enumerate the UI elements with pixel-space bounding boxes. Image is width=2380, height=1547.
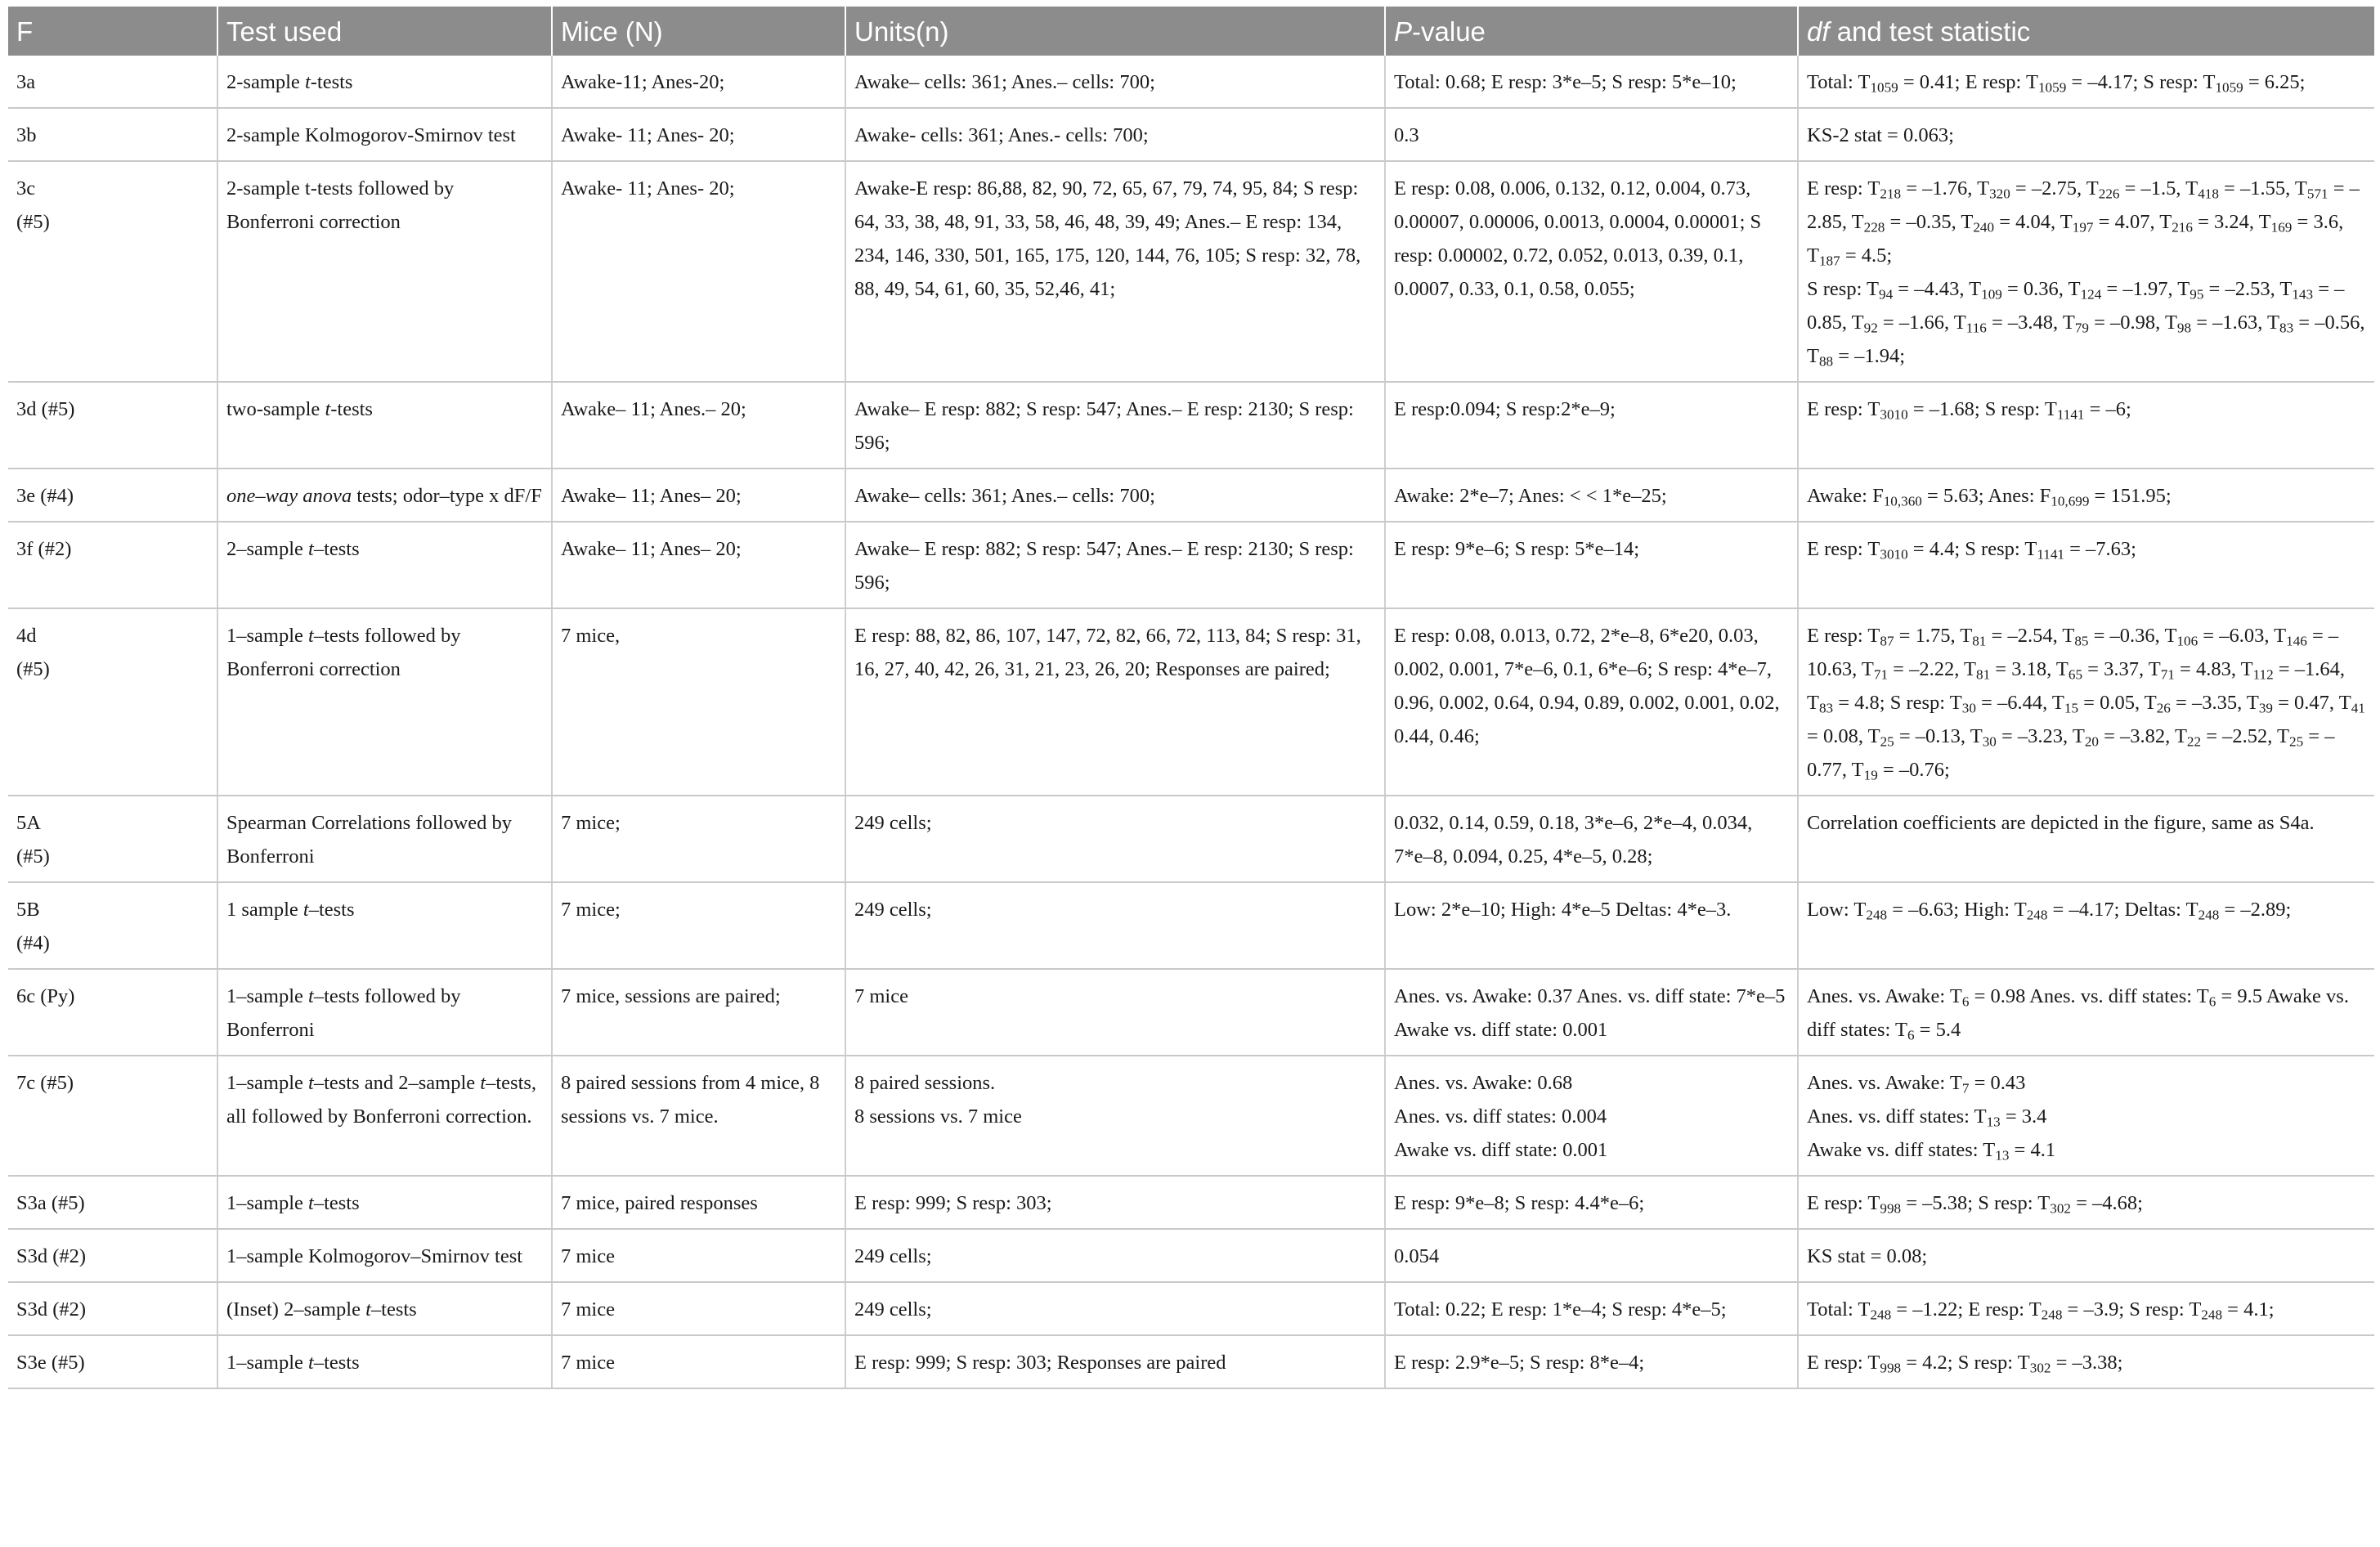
- cell-df-statistic: Total: $T_{248} = -1.22$; E resp: $T_{248} = -3.9$; S resp: $T_{248} = 4.1$;: [1798, 1282, 2374, 1335]
- table-row: [8, 1176, 2374, 1229]
- cell-figure: 3c (#5): [8, 161, 217, 382]
- cell-p-value: E resp: 0.08, 0.006, 0.132, 0.12, 0.004, 0.73, 0.00007, 0.00006, 0.0013, 0.0004, 0.00001; S resp: 0.00002, 0.72, 0.052, 0.013, 0.39, 0.1, 0.0007, 0.33, 0.1, 0.58, 0.055;: [1385, 161, 1798, 382]
- cell-figure: 3b: [8, 108, 217, 161]
- cell-mice: 7 mice: [552, 1282, 845, 1335]
- cell-figure: S3d (#2): [8, 1229, 217, 1282]
- table-row: [8, 1229, 2374, 1282]
- table-row: [8, 522, 2374, 608]
- cell-test-used: 2-sample Kolmogorov-Smirnov test: [217, 108, 552, 161]
- cell-test-used: 1–sample t–tests: [217, 1176, 552, 1229]
- cell-figure: 3f (#2): [8, 522, 217, 608]
- cell-test-used: 1–sample Kolmogorov–Smirnov test: [217, 1229, 552, 1282]
- cell-units: 8 paired sessions. 8 sessions vs. 7 mice: [845, 1056, 1385, 1176]
- statistics-table: [8, 7, 2374, 1389]
- cell-p-value: E resp: 2.9*e–5; S resp: 8*e–4;: [1385, 1335, 1798, 1388]
- cell-units: Awake– E resp: 882; S resp: 547; Anes.– E resp: 2130; S resp: 596;: [845, 382, 1385, 469]
- cell-units: E resp: 999; S resp: 303;: [845, 1176, 1385, 1229]
- cell-units: Awake– cells: 361; Anes.– cells: 700;: [845, 469, 1385, 522]
- header-mice: Mice (N): [552, 7, 845, 56]
- cell-df-statistic: E resp: $T_{218} = -1.76$, $T_{320} = -2.75$, $T_{226} = -1.5$, $T_{418} = -1.55$, $T_{571} = -2.85$, $T_{228} = -0.35$, $T_{240} = 4.04$, $T_{197} = 4.07$, $T_{216} = 3.24$, $T_{169} = 3.6$, $T_{187} = 4.5$; S resp: $T_{94} = -4.43$, $T_{109} = 0.36$, $T_{124} = -1.97$, $T_{95} = -2.53$, $T_{143} = -0.85$, $T_{92} = -1.66$, $T_{116} = -3.48$, $T_{79} = -0.98$, $T_{98} = -1.63$, $T_{83} = -0.56$, $T_{88} = -1.94$;: [1798, 161, 2374, 382]
- cell-df-statistic: E resp: $T_{998} = -5.38$; S resp: $T_{302} = -4.68$;: [1798, 1176, 2374, 1229]
- cell-mice: 7 mice: [552, 1229, 845, 1282]
- cell-p-value: Total: 0.68; E resp: 3*e–5; S resp: 5*e–10;: [1385, 56, 1798, 108]
- cell-p-value: 0.3: [1385, 108, 1798, 161]
- cell-df-statistic: Anes. vs. Awake: $T_6 = 0.98$ Anes. vs. diff states: $T_6 = 9.5$ Awake vs. diff states: $T_6 = 5.4$: [1798, 969, 2374, 1056]
- cell-df-statistic: E resp: $T_{3010} = 4.4$; S resp: $T_{1141} = -7.63$;: [1798, 522, 2374, 608]
- cell-units: 249 cells;: [845, 796, 1385, 882]
- cell-figure: 3e (#4): [8, 469, 217, 522]
- cell-figure: 6c (Py): [8, 969, 217, 1056]
- cell-df-statistic: KS stat = 0.08;: [1798, 1229, 2374, 1282]
- cell-mice: 7 mice, paired responses: [552, 1176, 845, 1229]
- cell-test-used: 2-sample t-tests: [217, 56, 552, 108]
- cell-units: Awake-E resp: 86,88, 82, 90, 72, 65, 67, 79, 74, 95, 84; S resp: 64, 33, 38, 48, 91, 33, 58, 46, 48, 39, 49; Anes.– E resp: 134, 234, 146, 330, 501, 165, 175, 120, 144, 76, 105; S resp: 32, 78, 88, 49, 54, 61, 60, 35, 52,46, 41;: [845, 161, 1385, 382]
- cell-p-value: Awake: 2*e–7; Anes: < < 1*e–25;: [1385, 469, 1798, 522]
- cell-test-used: 1–sample t–tests followed by Bonferroni: [217, 969, 552, 1056]
- cell-test-used: one–way anova tests; odor–type x dF/F: [217, 469, 552, 522]
- cell-mice: Awake– 11; Anes– 20;: [552, 469, 845, 522]
- header-test-used: Test used: [217, 7, 552, 56]
- cell-p-value: 0.032, 0.14, 0.59, 0.18, 3*e–6, 2*e–4, 0.034, 7*e–8, 0.094, 0.25, 4*e–5, 0.28;: [1385, 796, 1798, 882]
- header-df-statistic: df and test statistic: [1798, 7, 2374, 56]
- header-figure: F: [8, 7, 217, 56]
- cell-p-value: Low: 2*e–10; High: 4*e–5 Deltas: 4*e–3.: [1385, 882, 1798, 969]
- cell-units: E resp: 88, 82, 86, 107, 147, 72, 82, 66, 72, 113, 84; S resp: 31, 16, 27, 40, 42, 26, 31, 21, 23, 26, 20; Responses are paired;: [845, 608, 1385, 796]
- table-row: [8, 469, 2374, 522]
- cell-figure: S3e (#5): [8, 1335, 217, 1388]
- cell-p-value: 0.054: [1385, 1229, 1798, 1282]
- cell-figure: S3d (#2): [8, 1282, 217, 1335]
- cell-test-used: 1–sample t–tests followed by Bonferroni correction: [217, 608, 552, 796]
- cell-mice: 7 mice;: [552, 796, 845, 882]
- cell-df-statistic: E resp: $T_{3010} = -1.68$; S resp: $T_{1141} = -6$;: [1798, 382, 2374, 469]
- cell-mice: Awake-11; Anes-20;: [552, 56, 845, 108]
- table-body: [8, 56, 2374, 1388]
- cell-mice: Awake- 11; Anes- 20;: [552, 161, 845, 382]
- cell-p-value: E resp: 0.08, 0.013, 0.72, 2*e–8, 6*e20, 0.03, 0.002, 0.001, 7*e–6, 0.1, 6*e–6; S resp: 4*e–7, 0.96, 0.002, 0.64, 0.94, 0.89, 0.002, 0.001, 0.02, 0.44, 0.46;: [1385, 608, 1798, 796]
- cell-p-value: E resp:0.094; S resp:2*e–9;: [1385, 382, 1798, 469]
- table-row: [8, 161, 2374, 382]
- table-row: [8, 56, 2374, 108]
- table-row: [8, 382, 2374, 469]
- cell-units: 249 cells;: [845, 1229, 1385, 1282]
- header-p-value: P-value: [1385, 7, 1798, 56]
- header-units: Units(n): [845, 7, 1385, 56]
- cell-units: Awake– E resp: 882; S resp: 547; Anes.– E resp: 2130; S resp: 596;: [845, 522, 1385, 608]
- table-row: [8, 1282, 2374, 1335]
- cell-figure: 3d (#5): [8, 382, 217, 469]
- cell-units: Awake– cells: 361; Anes.– cells: 700;: [845, 56, 1385, 108]
- cell-test-used: 1–sample t–tests: [217, 1335, 552, 1388]
- cell-mice: 8 paired sessions from 4 mice, 8 sessions vs. 7 mice.: [552, 1056, 845, 1176]
- cell-mice: 7 mice,: [552, 608, 845, 796]
- table-row: [8, 882, 2374, 969]
- table-header: [8, 7, 2374, 56]
- cell-p-value: Anes. vs. Awake: 0.37 Anes. vs. diff state: 7*e–5 Awake vs. diff state: 0.001: [1385, 969, 1798, 1056]
- table-row: [8, 796, 2374, 882]
- cell-test-used: two-sample t-tests: [217, 382, 552, 469]
- cell-test-used: 1 sample t–tests: [217, 882, 552, 969]
- table-row: [8, 969, 2374, 1056]
- cell-df-statistic: Total: $T_{1059} = 0.41$; E resp: $T_{1059} = -4.17$; S resp: $T_{1059} = 6.25$;: [1798, 56, 2374, 108]
- cell-units: 249 cells;: [845, 882, 1385, 969]
- cell-mice: Awake- 11; Anes- 20;: [552, 108, 845, 161]
- cell-df-statistic: E resp: $T_{87} = 1.75$, $T_{81} = -2.54$, $T_{85} = -0.36$, $T_{106} = -6.03$, $T_{146} = -10.63$, $T_{71} = -2.22$, $T_{81} = 3.18$, $T_{65} = 3.37$, $T_{71} = 4.83$, $T_{112} = -1.64$, $T_{83} = 4.8$; S resp: $T_{30} = -6.44$, $T_{15} = 0.05$, $T_{26} = -3.35$, $T_{39} = 0.47$, $T_{41} = 0.08$, $T_{25} = -0.13$, $T_{30} = -3.23$, $T_{20} = -3.82$, $T_{22} = -2.52$, $T_{25} = -0.77$, $T_{19} = -0.76$;: [1798, 608, 2374, 796]
- cell-df-statistic: Low: $T_{248} = -6.63$; High: $T_{248} = -4.17$; Deltas: $T_{248} = -2.89$;: [1798, 882, 2374, 969]
- cell-test-used: 2–sample t–tests: [217, 522, 552, 608]
- cell-test-used: Spearman Correlations followed by Bonferroni: [217, 796, 552, 882]
- cell-df-statistic: Awake: $F_{10,360} = 5.63$; Anes: $F_{10,699} = 151.95$;: [1798, 469, 2374, 522]
- cell-units: Awake- cells: 361; Anes.- cells: 700;: [845, 108, 1385, 161]
- cell-figure: 4d (#5): [8, 608, 217, 796]
- cell-figure: 5B (#4): [8, 882, 217, 969]
- cell-mice: 7 mice, sessions are paired;: [552, 969, 845, 1056]
- cell-mice: 7 mice: [552, 1335, 845, 1388]
- cell-p-value: Anes. vs. Awake: 0.68 Anes. vs. diff states: 0.004 Awake vs. diff state: 0.001: [1385, 1056, 1798, 1176]
- cell-figure: 3a: [8, 56, 217, 108]
- header-row: [8, 7, 2374, 56]
- cell-mice: Awake– 11; Anes.– 20;: [552, 382, 845, 469]
- table-row: [8, 608, 2374, 796]
- cell-df-statistic: Correlation coefficients are depicted in the figure, same as S4a.: [1798, 796, 2374, 882]
- cell-p-value: E resp: 9*e–8; S resp: 4.4*e–6;: [1385, 1176, 1798, 1229]
- cell-units: E resp: 999; S resp: 303; Responses are paired: [845, 1335, 1385, 1388]
- cell-figure: 7c (#5): [8, 1056, 217, 1176]
- cell-df-statistic: E resp: $T_{998} = 4.2$; S resp: $T_{302} = -3.38$;: [1798, 1335, 2374, 1388]
- cell-figure: S3a (#5): [8, 1176, 217, 1229]
- cell-df-statistic: Anes. vs. Awake: $T_7 = 0.43$ Anes. vs. diff states: $T_{13} = 3.4$ Awake vs. diff states: $T_{13} = 4.1$: [1798, 1056, 2374, 1176]
- cell-test-used: (Inset) 2–sample t–tests: [217, 1282, 552, 1335]
- cell-p-value: Total: 0.22; E resp: 1*e–4; S resp: 4*e–5;: [1385, 1282, 1798, 1335]
- cell-units: 7 mice: [845, 969, 1385, 1056]
- cell-test-used: 2-sample t-tests followed by Bonferroni correction: [217, 161, 552, 382]
- table-row: [8, 1056, 2374, 1176]
- cell-mice: Awake– 11; Anes– 20;: [552, 522, 845, 608]
- table-row: [8, 108, 2374, 161]
- cell-figure: 5A (#5): [8, 796, 217, 882]
- cell-units: 249 cells;: [845, 1282, 1385, 1335]
- cell-p-value: E resp: 9*e–6; S resp: 5*e–14;: [1385, 522, 1798, 608]
- table-row: [8, 1335, 2374, 1388]
- cell-df-statistic: KS-2 stat = 0.063;: [1798, 108, 2374, 161]
- cell-mice: 7 mice;: [552, 882, 845, 969]
- cell-test-used: 1–sample t–tests and 2–sample t–tests, all followed by Bonferroni correction.: [217, 1056, 552, 1176]
